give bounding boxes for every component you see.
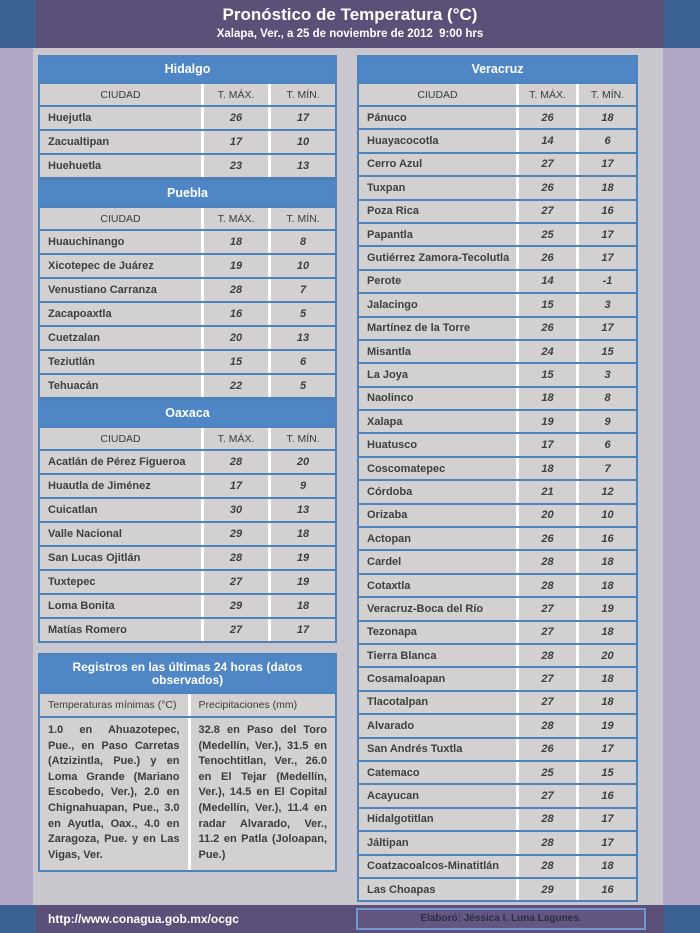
tmax-cell: 29 — [516, 879, 576, 900]
tmax-cell: 14 — [516, 130, 576, 151]
tmin-cell: 7 — [576, 458, 636, 479]
tmin-cell: 17 — [576, 154, 636, 175]
tmax-cell: 28 — [516, 551, 576, 572]
table-row — [359, 715, 636, 736]
tmin-cell: 18 — [576, 551, 636, 572]
registros-header-row — [40, 694, 335, 716]
table-header-row — [40, 84, 335, 105]
table-row — [40, 547, 335, 569]
footer-corner-right — [664, 905, 700, 933]
city-cell: Acayucan — [359, 785, 516, 806]
table-row — [359, 247, 636, 268]
city-cell: La Joya — [359, 364, 516, 385]
tmax-cell: 26 — [516, 739, 576, 760]
city-cell: Naolinco — [359, 388, 516, 409]
column-header-tmax: T. MÁX. — [201, 84, 268, 105]
tmax-cell: 25 — [516, 224, 576, 245]
tmax-cell: 23 — [201, 155, 268, 177]
city-cell: Papantla — [359, 224, 516, 245]
tmax-cell: 28 — [516, 575, 576, 596]
tmax-cell: 20 — [516, 505, 576, 526]
registros-col1-header: Temperaturas mínimas (°C) — [40, 694, 188, 716]
tmin-cell: 18 — [576, 575, 636, 596]
tmin-cell: 18 — [576, 622, 636, 643]
tmin-cell: 15 — [576, 341, 636, 362]
registros-body-row — [40, 718, 335, 870]
tmin-cell: 13 — [268, 327, 335, 349]
city-cell: Zacapoaxtla — [40, 303, 201, 325]
tmax-cell: 28 — [516, 832, 576, 853]
tmax-cell: 19 — [516, 411, 576, 432]
city-cell: Jáltipan — [359, 832, 516, 853]
table-row — [359, 832, 636, 853]
tmin-cell: 18 — [576, 668, 636, 689]
city-cell: Zacualtipan — [40, 131, 201, 153]
table-row — [359, 107, 636, 128]
tmax-cell: 26 — [201, 107, 268, 129]
table-row — [40, 155, 335, 177]
city-cell: Córdoba — [359, 481, 516, 502]
tmax-cell: 24 — [516, 341, 576, 362]
tmax-cell: 17 — [516, 434, 576, 455]
city-cell: Orizaba — [359, 505, 516, 526]
table-row — [359, 388, 636, 409]
tmax-cell: 27 — [201, 619, 268, 641]
city-cell: Matías Romero — [40, 619, 201, 641]
tmin-cell: 5 — [268, 303, 335, 325]
city-cell: Gutiérrez Zamora-Tecolutla — [359, 247, 516, 268]
city-cell: Martínez de la Torre — [359, 318, 516, 339]
column-header-tmax: T. MÁX. — [516, 84, 576, 105]
tmax-cell: 26 — [516, 318, 576, 339]
tmax-cell: 27 — [516, 668, 576, 689]
tmin-cell: 17 — [576, 224, 636, 245]
tmax-cell: 28 — [201, 451, 268, 473]
city-cell: Tuxpan — [359, 177, 516, 198]
registros-table — [38, 653, 337, 872]
page-subtitle: Xalapa, Ver., a 25 de noviembre de 2012 9:00 hrs — [216, 28, 484, 40]
tmax-cell: 15 — [201, 351, 268, 373]
tmax-cell: 27 — [516, 598, 576, 619]
table-row — [40, 523, 335, 545]
city-cell: Huayacocotla — [359, 130, 516, 151]
table-title: Veracruz — [359, 57, 636, 82]
city-cell: Xalapa — [359, 411, 516, 432]
table-row — [359, 481, 636, 502]
column-header-tmin: T. MÍN. — [268, 428, 335, 449]
tmin-cell: 16 — [576, 785, 636, 806]
tmin-cell: 6 — [576, 434, 636, 455]
table-row — [40, 131, 335, 153]
tmin-cell: -1 — [576, 271, 636, 292]
table-row — [359, 879, 636, 900]
page-title: Pronóstico de Temperatura (°C) — [222, 5, 478, 24]
tmax-cell: 27 — [516, 201, 576, 222]
tmax-cell: 18 — [516, 388, 576, 409]
city-cell: Loma Bonita — [40, 595, 201, 617]
tmin-cell: 17 — [576, 809, 636, 830]
table-row — [40, 375, 335, 397]
city-cell: Huejutla — [40, 107, 201, 129]
city-cell: Perote — [359, 271, 516, 292]
table-row — [40, 107, 335, 129]
table-row — [359, 434, 636, 455]
city-cell: Las Choapas — [359, 879, 516, 900]
tmin-cell: 10 — [576, 505, 636, 526]
tmin-cell: 18 — [268, 523, 335, 545]
table-header-row — [359, 84, 636, 105]
city-cell: Cardel — [359, 551, 516, 572]
table-row — [359, 528, 636, 549]
tmin-cell: 15 — [576, 762, 636, 783]
tmax-cell: 17 — [201, 131, 268, 153]
table-row — [359, 271, 636, 292]
table-row — [40, 255, 335, 277]
registros-title: Registros en las últimas 24 horas (datos observados) — [40, 655, 335, 692]
conagua-url-link[interactable]: http://www.conagua.gob.mx/ocgc — [48, 912, 239, 926]
tmin-cell: 10 — [268, 255, 335, 277]
tmin-cell: 13 — [268, 155, 335, 177]
tmin-cell: 17 — [576, 832, 636, 853]
tmax-cell: 26 — [516, 247, 576, 268]
tmax-cell: 18 — [201, 231, 268, 253]
table-row — [359, 645, 636, 666]
tmin-cell: 17 — [576, 739, 636, 760]
gray-panel — [33, 48, 663, 905]
tmin-cell: 16 — [576, 528, 636, 549]
city-cell: Misantla — [359, 341, 516, 362]
table-body — [40, 231, 335, 397]
tmax-cell: 15 — [516, 294, 576, 315]
tmin-cell: 19 — [268, 571, 335, 593]
table-body — [40, 107, 335, 177]
left-margin — [0, 48, 33, 905]
tmax-cell: 27 — [516, 154, 576, 175]
tmin-cell: 3 — [576, 364, 636, 385]
header-corner-right — [664, 0, 700, 48]
city-cell: Huehuetla — [40, 155, 201, 177]
tmax-cell: 15 — [516, 364, 576, 385]
column-header-city: CIUDAD — [359, 84, 516, 105]
city-cell: Pánuco — [359, 107, 516, 128]
table-row — [359, 505, 636, 526]
table-veracruz — [357, 55, 638, 902]
tmin-cell: 12 — [576, 481, 636, 502]
city-cell: Tezonapa — [359, 622, 516, 643]
tmin-cell: 9 — [268, 475, 335, 497]
city-cell: Valle Nacional — [40, 523, 201, 545]
table-row — [40, 595, 335, 617]
table-row — [359, 318, 636, 339]
table-row — [40, 619, 335, 641]
city-cell: Cotaxtla — [359, 575, 516, 596]
tmin-cell: 5 — [268, 375, 335, 397]
tmax-cell: 16 — [201, 303, 268, 325]
city-cell: Poza Rica — [359, 201, 516, 222]
table-row — [359, 622, 636, 643]
tmin-cell: 17 — [576, 247, 636, 268]
city-cell: Cuetzalan — [40, 327, 201, 349]
table-oaxaca — [38, 399, 337, 643]
table-row — [359, 294, 636, 315]
right-margin — [663, 48, 700, 905]
column-header-city: CIUDAD — [40, 208, 201, 229]
tmin-cell: 16 — [576, 879, 636, 900]
table-row — [359, 364, 636, 385]
city-cell: Huautla de Jiménez — [40, 475, 201, 497]
right-column — [357, 55, 638, 905]
tmax-cell: 29 — [201, 595, 268, 617]
table-row — [40, 451, 335, 473]
tmax-cell: 27 — [516, 692, 576, 713]
tmin-cell: 7 — [268, 279, 335, 301]
tmax-cell: 21 — [516, 481, 576, 502]
tmax-cell: 14 — [516, 271, 576, 292]
city-cell: Hidalgotitlan — [359, 809, 516, 830]
tmax-cell: 20 — [201, 327, 268, 349]
city-cell: Tuxtepec — [40, 571, 201, 593]
tmax-cell: 25 — [516, 762, 576, 783]
tmin-cell: 6 — [576, 130, 636, 151]
table-row — [40, 499, 335, 521]
table-puebla — [38, 179, 337, 399]
table-row — [359, 809, 636, 830]
table-hidalgo — [38, 55, 337, 179]
tmin-cell: 6 — [268, 351, 335, 373]
tmin-cell: 19 — [576, 715, 636, 736]
table-row — [359, 785, 636, 806]
tmax-cell: 18 — [516, 458, 576, 479]
tmax-cell: 28 — [516, 856, 576, 877]
column-header-city: CIUDAD — [40, 84, 201, 105]
tmax-cell: 29 — [201, 523, 268, 545]
tmin-cell: 16 — [576, 201, 636, 222]
table-title: Oaxaca — [40, 401, 335, 426]
left-column — [38, 55, 337, 905]
city-cell: Cosamaloapan — [359, 668, 516, 689]
table-row — [40, 475, 335, 497]
table-body — [40, 451, 335, 641]
city-cell: Acatlán de Pérez Figueroa — [40, 451, 201, 473]
content-area — [0, 48, 700, 905]
table-row — [40, 327, 335, 349]
table-row — [359, 692, 636, 713]
city-cell: Venustiano Carranza — [40, 279, 201, 301]
tmax-cell: 26 — [516, 107, 576, 128]
city-cell: Xicotepec de Juárez — [40, 255, 201, 277]
tmax-cell: 26 — [516, 528, 576, 549]
tmax-cell: 28 — [201, 279, 268, 301]
city-cell: San Andrés Tuxtla — [359, 739, 516, 760]
registros-col2-header: Precipitaciones (mm) — [188, 694, 336, 716]
city-cell: Alvarado — [359, 715, 516, 736]
tmax-cell: 19 — [201, 255, 268, 277]
tmin-cell: 18 — [576, 856, 636, 877]
city-cell: Tierra Blanca — [359, 645, 516, 666]
column-header-city: CIUDAD — [40, 428, 201, 449]
column-header-tmax: T. MÁX. — [201, 208, 268, 229]
tmin-cell: 3 — [576, 294, 636, 315]
tmin-cell: 19 — [576, 598, 636, 619]
tmin-cell: 20 — [576, 645, 636, 666]
city-cell: Cuicatlan — [40, 499, 201, 521]
tmin-cell: 8 — [268, 231, 335, 253]
footer-corner-left — [0, 905, 36, 933]
table-title: Puebla — [40, 181, 335, 206]
tmax-cell: 28 — [201, 547, 268, 569]
header-band — [0, 0, 700, 48]
table-header-row — [40, 428, 335, 449]
column-header-tmin: T. MÍN. — [268, 84, 335, 105]
column-header-tmax: T. MÁX. — [201, 428, 268, 449]
table-row — [40, 303, 335, 325]
tmin-cell: 8 — [576, 388, 636, 409]
tmin-cell: 10 — [268, 131, 335, 153]
table-header-row — [40, 208, 335, 229]
table-row — [359, 551, 636, 572]
footer-center — [36, 905, 664, 933]
tmin-cell: 18 — [576, 692, 636, 713]
city-cell: Veracruz-Boca del Río — [359, 598, 516, 619]
tmax-cell: 28 — [516, 645, 576, 666]
city-cell: Coscomatepec — [359, 458, 516, 479]
city-cell: Coatzacoalcos-Minatitlán — [359, 856, 516, 877]
tmax-cell: 27 — [516, 785, 576, 806]
tmin-cell: 17 — [576, 318, 636, 339]
column-header-tmin: T. MÍN. — [576, 84, 636, 105]
table-row — [359, 201, 636, 222]
tmin-cell: 13 — [268, 499, 335, 521]
column-header-tmin: T. MÍN. — [268, 208, 335, 229]
registros-precipitaciones-text: 32.8 en Paso del Toro (Medellín, Ver.), 31.5 en Tenochtitlan, Ver., 26.0 en El Tejar (Medellín, Ver.), 14.5 en El Copital (Medellín, Ver.), 11.4 en radar Alvarado, Ver., 11.2 en Patla (Joloapan, Pue.) — [188, 718, 336, 870]
tmax-cell: 28 — [516, 809, 576, 830]
table-row — [359, 668, 636, 689]
city-cell: Huauchinango — [40, 231, 201, 253]
tmin-cell: 19 — [268, 547, 335, 569]
table-row — [359, 458, 636, 479]
table-row — [40, 351, 335, 373]
table-row — [359, 341, 636, 362]
tmin-cell: 18 — [576, 107, 636, 128]
tmin-cell: 9 — [576, 411, 636, 432]
table-row — [40, 279, 335, 301]
table-title: Hidalgo — [40, 57, 335, 82]
tmax-cell: 28 — [516, 715, 576, 736]
table-row — [40, 571, 335, 593]
city-cell: Tehuacán — [40, 375, 201, 397]
tmin-cell: 17 — [268, 619, 335, 641]
city-cell: San Lucas Ojitlán — [40, 547, 201, 569]
table-row — [359, 856, 636, 877]
city-cell: Jalacingo — [359, 294, 516, 315]
footer-band — [0, 905, 700, 933]
city-cell: Tlacotalpan — [359, 692, 516, 713]
tmin-cell: 18 — [268, 595, 335, 617]
credit-box: Elaboró: Jéssica I. Luna Lagunes. — [356, 908, 646, 930]
city-cell: Catemaco — [359, 762, 516, 783]
table-row — [359, 154, 636, 175]
table-row — [359, 739, 636, 760]
table-row — [359, 224, 636, 245]
table-row — [359, 598, 636, 619]
tmax-cell: 17 — [201, 475, 268, 497]
tmax-cell: 27 — [201, 571, 268, 593]
city-cell: Cerro Azul — [359, 154, 516, 175]
tmax-cell: 26 — [516, 177, 576, 198]
city-cell: Actopan — [359, 528, 516, 549]
tmin-cell: 18 — [576, 177, 636, 198]
header-corner-left — [0, 0, 36, 48]
tmax-cell: 22 — [201, 375, 268, 397]
tmin-cell: 20 — [268, 451, 335, 473]
table-row — [359, 177, 636, 198]
tmax-cell: 30 — [201, 499, 268, 521]
tmax-cell: 27 — [516, 622, 576, 643]
city-cell: Huatusco — [359, 434, 516, 455]
table-row — [359, 411, 636, 432]
registros-temperaturas-text: 1.0 en Ahuazotepec, Pue., en Paso Carretas (Atzizintla, Pue.) y en Loma Grande (Mariano Escobedo, Ver.), 2.0 en Chignahuapan, Pue., 3.0 en Ayutla, Oax., 4.0 en Zaragoza, Pue. y en Las Vigas, Ver. — [40, 718, 188, 870]
table-row — [359, 130, 636, 151]
header-center — [36, 0, 664, 48]
table-row — [40, 231, 335, 253]
tmin-cell: 17 — [268, 107, 335, 129]
table-body — [359, 107, 636, 900]
table-row — [359, 575, 636, 596]
city-cell: Teziutlán — [40, 351, 201, 373]
table-row — [359, 762, 636, 783]
